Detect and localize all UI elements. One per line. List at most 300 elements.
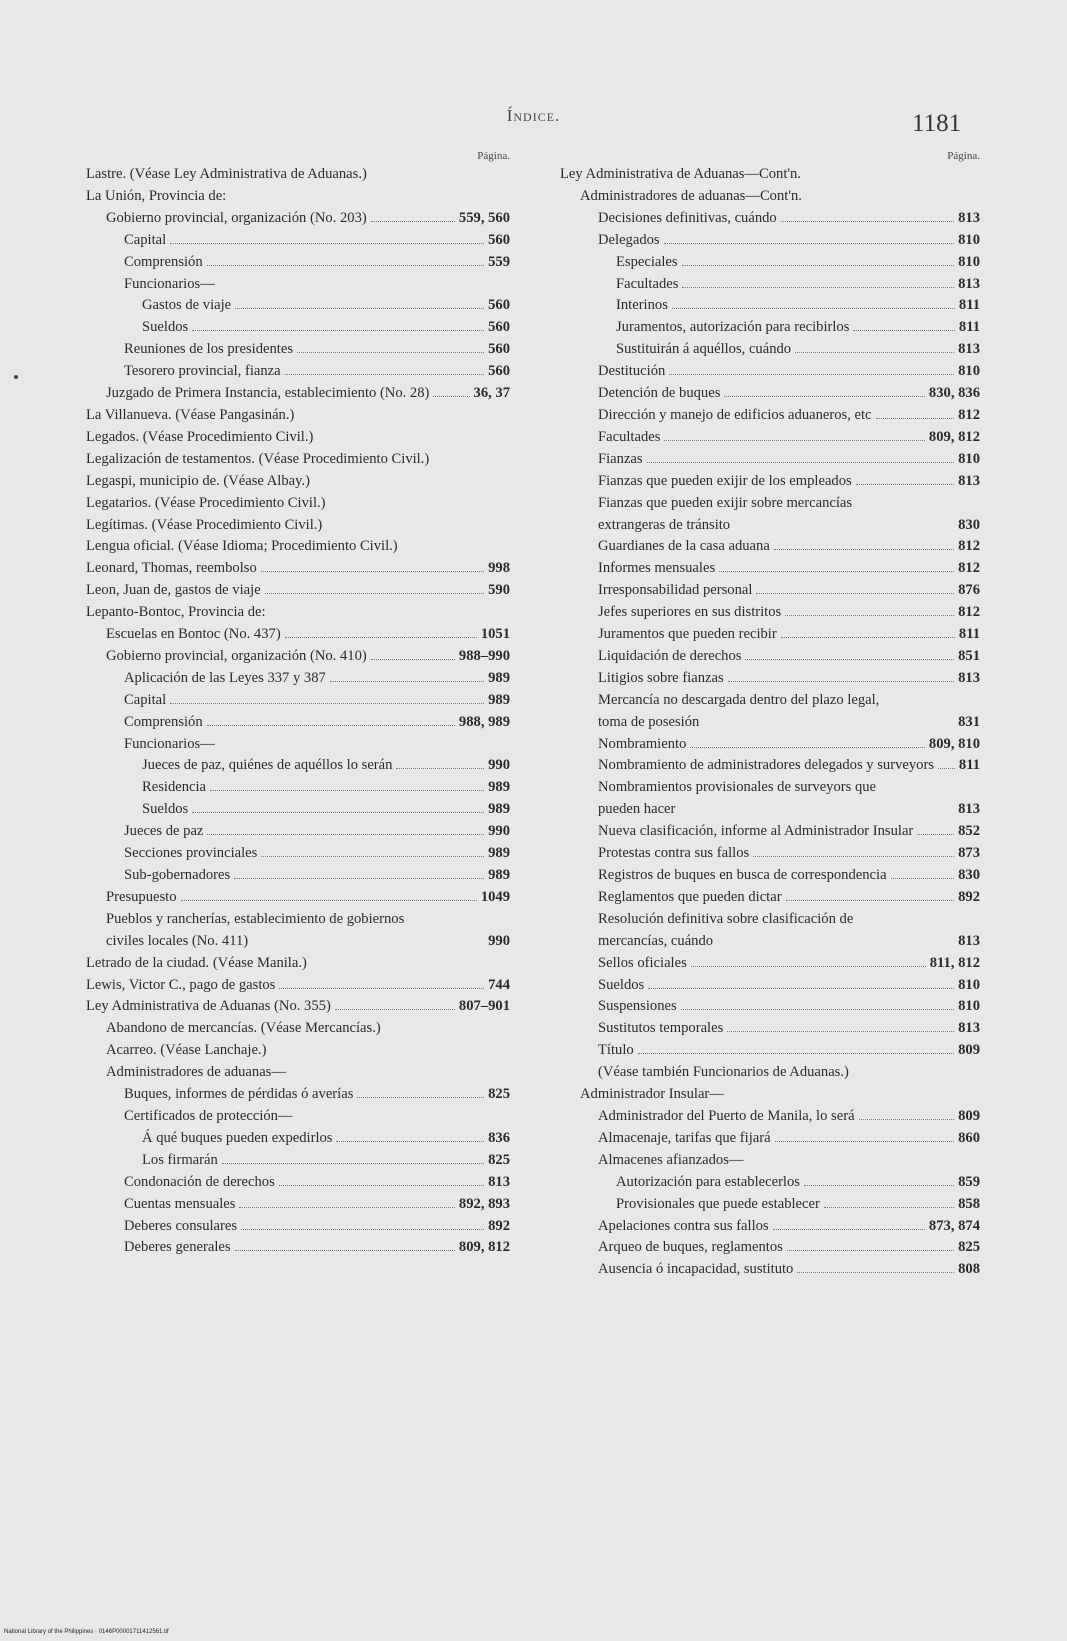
entry-page-ref: 810 <box>958 231 980 248</box>
dot-leader <box>787 1250 954 1251</box>
index-entry <box>86 690 510 712</box>
dot-leader <box>756 593 954 594</box>
index-entry <box>86 909 510 953</box>
index-entry <box>560 1062 980 1084</box>
entry-page-ref: 990 <box>488 823 510 840</box>
index-entry <box>86 558 510 580</box>
dot-leader <box>724 396 925 397</box>
entry-text: Reuniones de los presidentes <box>124 341 294 358</box>
entry-page-ref: 836 <box>488 1129 510 1146</box>
entry-text: Lepanto-Bontoc, Provincia de: <box>86 604 266 621</box>
index-entry <box>560 821 980 843</box>
entry-page-ref: 892, 893 <box>458 1195 510 1212</box>
entry-text: Especiales <box>616 253 678 270</box>
index-entry <box>86 975 510 997</box>
index-entry <box>86 887 510 909</box>
entry-text: Lewis, Victor C., pago de gastos <box>86 976 276 993</box>
dot-leader <box>856 484 954 485</box>
index-entry <box>560 580 980 602</box>
entry-page-ref: 989 <box>488 691 510 708</box>
entry-page-ref: 811 <box>958 757 980 774</box>
index-entry <box>560 777 980 821</box>
entry-text: Autorización para establecerlos <box>616 1173 800 1190</box>
entry-text: Tesorero provincial, fianza <box>124 363 281 380</box>
dot-leader <box>285 637 477 638</box>
dot-leader <box>797 1272 954 1273</box>
entry-page-ref: 989 <box>488 779 510 796</box>
entry-text: Sustitutos temporales <box>598 1020 724 1037</box>
entry-text: Fianzas que pueden exijir de los empleados <box>598 472 852 489</box>
index-entry <box>560 339 980 361</box>
index-entry <box>86 405 510 427</box>
dot-leader <box>396 768 484 769</box>
entry-page-ref: 813 <box>958 669 980 686</box>
index-entry <box>560 164 980 186</box>
dot-leader <box>781 221 954 222</box>
entry-text: Interinos <box>616 297 668 314</box>
index-entry <box>86 295 510 317</box>
index-entry <box>560 274 980 296</box>
entry-page-ref: 560 <box>488 231 510 248</box>
entry-text: Guardianes de la casa aduana <box>598 538 770 555</box>
index-entry <box>86 164 510 186</box>
dot-leader <box>170 243 484 244</box>
dot-leader <box>824 1207 954 1208</box>
entry-page-ref: 813 <box>488 1173 510 1190</box>
entry-page-ref: 807–901 <box>458 998 510 1015</box>
entry-page-ref: 813 <box>958 209 980 226</box>
entry-page-ref: 989 <box>488 867 510 883</box>
index-entry <box>560 493 980 537</box>
entry-page-ref: 36, 37 <box>473 385 510 402</box>
dot-leader <box>330 681 484 682</box>
dot-leader <box>781 637 955 638</box>
index-entry <box>86 1150 510 1172</box>
dot-leader <box>222 1163 484 1164</box>
dot-leader <box>681 1009 954 1010</box>
entry-text: Informes mensuales <box>598 560 716 577</box>
index-entry <box>86 536 510 558</box>
index-entry <box>86 580 510 602</box>
dot-leader <box>638 1053 954 1054</box>
entry-text: Administradores de aduanas—Cont'n. <box>580 187 802 204</box>
entry-page-ref: 811, 812 <box>929 954 980 971</box>
index-entry <box>86 843 510 865</box>
dot-leader <box>773 1229 925 1230</box>
entry-page-ref: 990 <box>488 757 510 774</box>
entry-text: La Unión, Provincia de: <box>86 187 227 204</box>
dot-leader <box>433 396 469 397</box>
index-entry <box>560 252 980 274</box>
entry-text: Jefes superiores en sus distritos <box>598 604 782 621</box>
dot-leader <box>170 703 484 704</box>
index-entry <box>86 493 510 515</box>
entry-page-ref: 809, 812 <box>928 428 980 445</box>
entry-page-ref: 989 <box>488 845 510 862</box>
entry-text: Residencia <box>142 779 207 796</box>
entry-text: Deberes consulares <box>124 1217 238 1234</box>
entry-page-ref: 810 <box>958 450 980 467</box>
entry-text: Liquidación de derechos <box>598 647 742 664</box>
page-number: 1181 <box>912 110 962 137</box>
dot-leader <box>297 352 484 353</box>
entry-text: Jueces de paz, quiénes de aquéllos lo serán <box>142 757 393 774</box>
dot-leader <box>786 900 955 901</box>
dot-leader <box>261 571 484 572</box>
dot-leader <box>691 966 926 967</box>
margin-mark <box>14 375 18 379</box>
entry-text: Apelaciones contra sus fallos <box>598 1217 769 1234</box>
entry-text: Arqueo de buques, reglamentos <box>598 1239 783 1256</box>
entry-text: Condonación de derechos <box>124 1173 275 1190</box>
entry-page-ref: 831 <box>958 713 980 730</box>
index-entry <box>560 230 980 252</box>
dot-leader <box>207 725 455 726</box>
index-entry <box>560 909 980 953</box>
dot-leader <box>357 1097 484 1098</box>
index-entry <box>560 1106 980 1128</box>
entry-text: Irresponsabilidad personal <box>598 582 753 599</box>
entry-page-ref: 825 <box>958 1239 980 1256</box>
dot-leader <box>279 988 484 989</box>
entry-text: Nombramiento de administradores delegados y surveyors <box>598 757 934 774</box>
entry-page-ref: 560 <box>488 341 510 358</box>
index-entry <box>560 536 980 558</box>
index-entry <box>560 558 980 580</box>
index-column-left <box>86 150 510 1259</box>
entry-text: Los firmarán <box>142 1151 218 1168</box>
dot-leader <box>664 440 925 441</box>
index-entry <box>560 186 980 208</box>
entry-text: Acarreo. (Véase Lanchaje.) <box>106 1042 267 1059</box>
entry-page-ref: 809, 812 <box>458 1239 510 1256</box>
index-entry <box>560 208 980 230</box>
index-entry <box>86 821 510 843</box>
index-entry <box>86 471 510 493</box>
index-entry <box>560 383 980 405</box>
entry-page-ref: 825 <box>488 1086 510 1103</box>
entry-text: Certificados de protección— <box>124 1107 293 1124</box>
dot-leader <box>336 1141 484 1142</box>
index-entry <box>86 361 510 383</box>
entry-page-ref: 989 <box>488 669 510 686</box>
index-entry <box>560 1216 980 1238</box>
entry-page-ref: 560 <box>488 319 510 336</box>
index-entry <box>86 1106 510 1128</box>
entry-text: Escuelas en Bontoc (No. 437) <box>106 626 281 643</box>
entry-text: Título <box>598 1042 634 1059</box>
entry-page-ref: 809 <box>958 1042 980 1059</box>
dot-leader <box>239 1207 454 1208</box>
dot-leader <box>265 593 484 594</box>
entry-page-ref: 811 <box>958 319 980 336</box>
entry-page-ref: 830 <box>958 867 980 883</box>
entry-text: Nombramientos provisionales de surveyors que pueden hacer <box>598 779 877 818</box>
index-entry <box>560 1150 980 1172</box>
index-entry <box>86 755 510 777</box>
entry-text: Funcionarios— <box>124 275 215 292</box>
entry-text: Resolución definitiva sobre clasificación de mercancías, cuándo <box>598 910 854 949</box>
entry-page-ref: 813 <box>958 801 980 818</box>
entry-text: Presupuesto <box>106 888 177 905</box>
entry-text: Legatarios. (Véase Procedimiento Civil.) <box>86 494 326 511</box>
index-entry <box>86 515 510 537</box>
dot-leader <box>917 834 954 835</box>
dot-leader <box>727 1031 954 1032</box>
index-entry <box>86 1018 510 1040</box>
dot-leader <box>891 878 955 879</box>
dot-leader <box>207 834 484 835</box>
entry-page-ref: 559, 560 <box>458 209 510 226</box>
entry-page-ref: 892 <box>488 1217 510 1234</box>
entry-page-ref: 859 <box>958 1173 980 1190</box>
dot-leader <box>682 287 954 288</box>
entry-text: Comprensión <box>124 253 203 270</box>
index-entry <box>560 975 980 997</box>
dot-leader <box>210 790 484 791</box>
entry-text: Protestas contra sus fallos <box>598 845 750 862</box>
index-entry <box>86 712 510 734</box>
index-entry <box>560 449 980 471</box>
entry-page-ref: 559 <box>488 253 510 270</box>
entry-text: Leon, Juan de, gastos de viaje <box>86 582 261 599</box>
entry-text: Aplicación de las Leyes 337 y 387 <box>124 669 326 686</box>
entry-text: Comprensión <box>124 713 203 730</box>
entry-page-ref: 813 <box>958 472 980 489</box>
entry-page-ref: 812 <box>958 538 980 555</box>
entry-page-ref: 809, 810 <box>928 735 980 752</box>
entry-text: Almacenaje, tarifas que fijará <box>598 1129 771 1146</box>
dot-leader <box>774 549 954 550</box>
entry-page-ref: 990 <box>488 932 510 949</box>
index-entry <box>86 274 510 296</box>
dot-leader <box>192 330 484 331</box>
entry-text: Ausencia ó incapacidad, sustituto <box>598 1261 794 1278</box>
index-entry <box>86 186 510 208</box>
entry-text: Legaspi, municipio de. (Véase Albay.) <box>86 472 310 489</box>
index-column-right <box>560 150 980 1281</box>
entry-text: Fianzas que pueden exijir sobre mercancías extrangeras de tránsito <box>598 494 853 533</box>
entry-page-ref: 860 <box>958 1129 980 1146</box>
entry-page-ref: 810 <box>958 253 980 270</box>
entry-text: Almacenes afianzados— <box>598 1151 744 1168</box>
dot-leader <box>728 681 954 682</box>
entry-page-ref: 873, 874 <box>928 1217 980 1234</box>
entry-text: Juzgado de Primera Instancia, establecimiento (No. 28) <box>106 385 430 402</box>
entry-text: Leonard, Thomas, reembolso <box>86 560 257 577</box>
entry-text: Administradores de aduanas— <box>106 1064 286 1081</box>
index-entry <box>560 317 980 339</box>
entry-text: Suspensiones <box>598 998 677 1015</box>
dot-leader <box>647 462 955 463</box>
entry-page-ref: 873 <box>958 845 980 862</box>
dot-leader <box>192 812 484 813</box>
dot-leader <box>235 308 484 309</box>
index-entry <box>86 1084 510 1106</box>
dot-leader <box>335 1009 455 1010</box>
entry-text: Gobierno provincial, organización (No. 410) <box>106 647 367 664</box>
entry-text: Sueldos <box>142 319 189 336</box>
dot-leader <box>181 900 477 901</box>
index-entry <box>560 646 980 668</box>
dot-leader <box>753 856 954 857</box>
index-entry <box>560 1018 980 1040</box>
entry-text: Delegados <box>598 231 660 248</box>
dot-leader <box>664 243 955 244</box>
dot-leader <box>371 221 455 222</box>
entry-text: Juramentos, autorización para recibirlos <box>616 319 850 336</box>
index-entry <box>86 449 510 471</box>
entry-text: Á qué buques pueden expedirlos <box>142 1129 333 1146</box>
index-entry <box>86 208 510 230</box>
entry-text: Facultades <box>598 428 661 445</box>
index-entry <box>560 668 980 690</box>
entry-page-ref: 851 <box>958 647 980 664</box>
index-entry <box>560 471 980 493</box>
dot-leader <box>719 571 954 572</box>
entry-text: Administrador Insular— <box>580 1086 724 1103</box>
entry-page-ref: 560 <box>488 297 510 314</box>
index-entry <box>86 427 510 449</box>
entry-page-ref: 813 <box>958 341 980 358</box>
dot-leader <box>859 1119 955 1120</box>
index-entry <box>560 361 980 383</box>
index-entry <box>86 1172 510 1194</box>
dot-leader <box>235 1250 455 1251</box>
entry-text: Jueces de paz <box>124 823 204 840</box>
index-entry <box>86 953 510 975</box>
entry-text: La Villanueva. (Véase Pangasinán.) <box>86 406 295 423</box>
dot-leader <box>876 418 955 419</box>
index-entry <box>560 996 980 1018</box>
entry-text: Sub-gobernadores <box>124 867 231 883</box>
entry-page-ref: 1049 <box>480 888 510 905</box>
entry-page-ref: 1051 <box>480 626 510 643</box>
entry-text: Secciones provinciales <box>124 845 258 862</box>
entry-text: Buques, informes de pérdidas ó averías <box>124 1086 354 1103</box>
index-entry <box>86 799 510 821</box>
index-entry <box>560 427 980 449</box>
entry-text: Administrador del Puerto de Manila, lo será <box>598 1107 855 1124</box>
index-entry <box>560 843 980 865</box>
entry-page-ref: 892 <box>958 888 980 905</box>
entry-page-ref: 810 <box>958 363 980 380</box>
dot-leader <box>234 878 484 879</box>
entry-text: Litigios sobre fianzas <box>598 669 724 686</box>
entry-text: Nueva clasificación, informe al Administrador Insular <box>598 823 914 840</box>
dot-leader <box>785 615 954 616</box>
entry-text: Juramentos que pueden recibir <box>598 626 777 643</box>
entry-text: Deberes generales <box>124 1239 231 1256</box>
index-list-right <box>560 164 980 1281</box>
index-entry <box>86 1237 510 1259</box>
entry-text: Capital <box>124 691 167 708</box>
entry-text: Lengua oficial. (Véase Idioma; Procedimiento Civil.) <box>86 538 398 555</box>
dot-leader <box>279 1185 484 1186</box>
index-entry <box>560 1084 980 1106</box>
entry-page-ref: 813 <box>958 932 980 949</box>
entry-text: Legalización de testamentos. (Véase Procedimiento Civil.) <box>86 450 430 467</box>
index-entry <box>560 405 980 427</box>
entry-text: Mercancía no descargada dentro del plazo legal, toma de posesión <box>598 691 880 730</box>
index-entry <box>560 865 980 887</box>
dot-leader <box>938 768 955 769</box>
entry-page-ref: 852 <box>958 823 980 840</box>
dot-leader <box>682 265 955 266</box>
dot-leader <box>690 747 925 748</box>
entry-text: Legítimas. (Véase Procedimiento Civil.) <box>86 516 323 533</box>
index-entry <box>86 734 510 756</box>
entry-text: Fianzas <box>598 450 643 467</box>
entry-page-ref: 812 <box>958 604 980 621</box>
index-entry <box>86 865 510 887</box>
dot-leader <box>775 1141 955 1142</box>
index-entry <box>86 317 510 339</box>
index-entry <box>86 1040 510 1062</box>
dot-leader <box>648 988 954 989</box>
entry-page-ref: 744 <box>488 976 510 993</box>
entry-page-ref: 810 <box>958 998 980 1015</box>
entry-text: Sustituirán á aquéllos, cuándo <box>616 341 792 358</box>
entry-text: Decisiones definitivas, cuándo <box>598 209 777 226</box>
index-entry <box>86 646 510 668</box>
entry-page-ref: 988–990 <box>458 647 510 664</box>
entry-text: Abandono de mercancías. (Véase Mercancías.) <box>106 1020 381 1037</box>
entry-text: (Véase también Funcionarios de Aduanas.) <box>598 1064 849 1081</box>
entry-text: Detención de buques <box>598 385 721 402</box>
entry-text: Gastos de viaje <box>142 297 232 314</box>
dot-leader <box>261 856 484 857</box>
dot-leader <box>241 1229 484 1230</box>
index-entry <box>86 252 510 274</box>
entry-text: Letrado de la ciudad. (Véase Manila.) <box>86 954 307 971</box>
entry-text: Sueldos <box>142 801 189 818</box>
entry-page-ref: 998 <box>488 560 510 577</box>
dot-leader <box>745 659 954 660</box>
entry-text: Sellos oficiales <box>598 954 687 971</box>
index-entry <box>86 230 510 252</box>
entry-text: Ley Administrativa de Aduanas (No. 355) <box>86 998 331 1015</box>
entry-text: Gobierno provincial, organización (No. 203) <box>106 209 367 226</box>
index-entry <box>560 755 980 777</box>
entry-page-ref: 830, 836 <box>928 385 980 402</box>
dot-leader <box>669 374 954 375</box>
entry-page-ref: 812 <box>958 406 980 423</box>
index-entry <box>560 734 980 756</box>
index-entry <box>560 1172 980 1194</box>
index-entry <box>560 624 980 646</box>
entry-page-ref: 808 <box>958 1261 980 1278</box>
entry-text: Nombramiento <box>598 735 687 752</box>
entry-text: Dirección y manejo de edificios aduaneros, etc <box>598 406 872 423</box>
index-entry <box>560 1237 980 1259</box>
index-entry <box>560 1194 980 1216</box>
entry-page-ref: 811 <box>958 626 980 643</box>
index-entry <box>86 1216 510 1238</box>
dot-leader <box>853 330 954 331</box>
dot-leader <box>371 659 455 660</box>
entry-text: Funcionarios— <box>124 735 215 752</box>
entry-text: Legados. (Véase Procedimiento Civil.) <box>86 428 314 445</box>
index-entry <box>86 602 510 624</box>
entry-text: Lastre. (Véase Ley Administrativa de Aduanas.) <box>86 166 367 182</box>
entry-text: Registros de buques en busca de correspondencia <box>598 867 887 883</box>
index-entry <box>560 1040 980 1062</box>
entry-page-ref: 560 <box>488 363 510 380</box>
entry-page-ref: 812 <box>958 560 980 577</box>
index-entry <box>560 602 980 624</box>
entry-page-ref: 876 <box>958 582 980 599</box>
